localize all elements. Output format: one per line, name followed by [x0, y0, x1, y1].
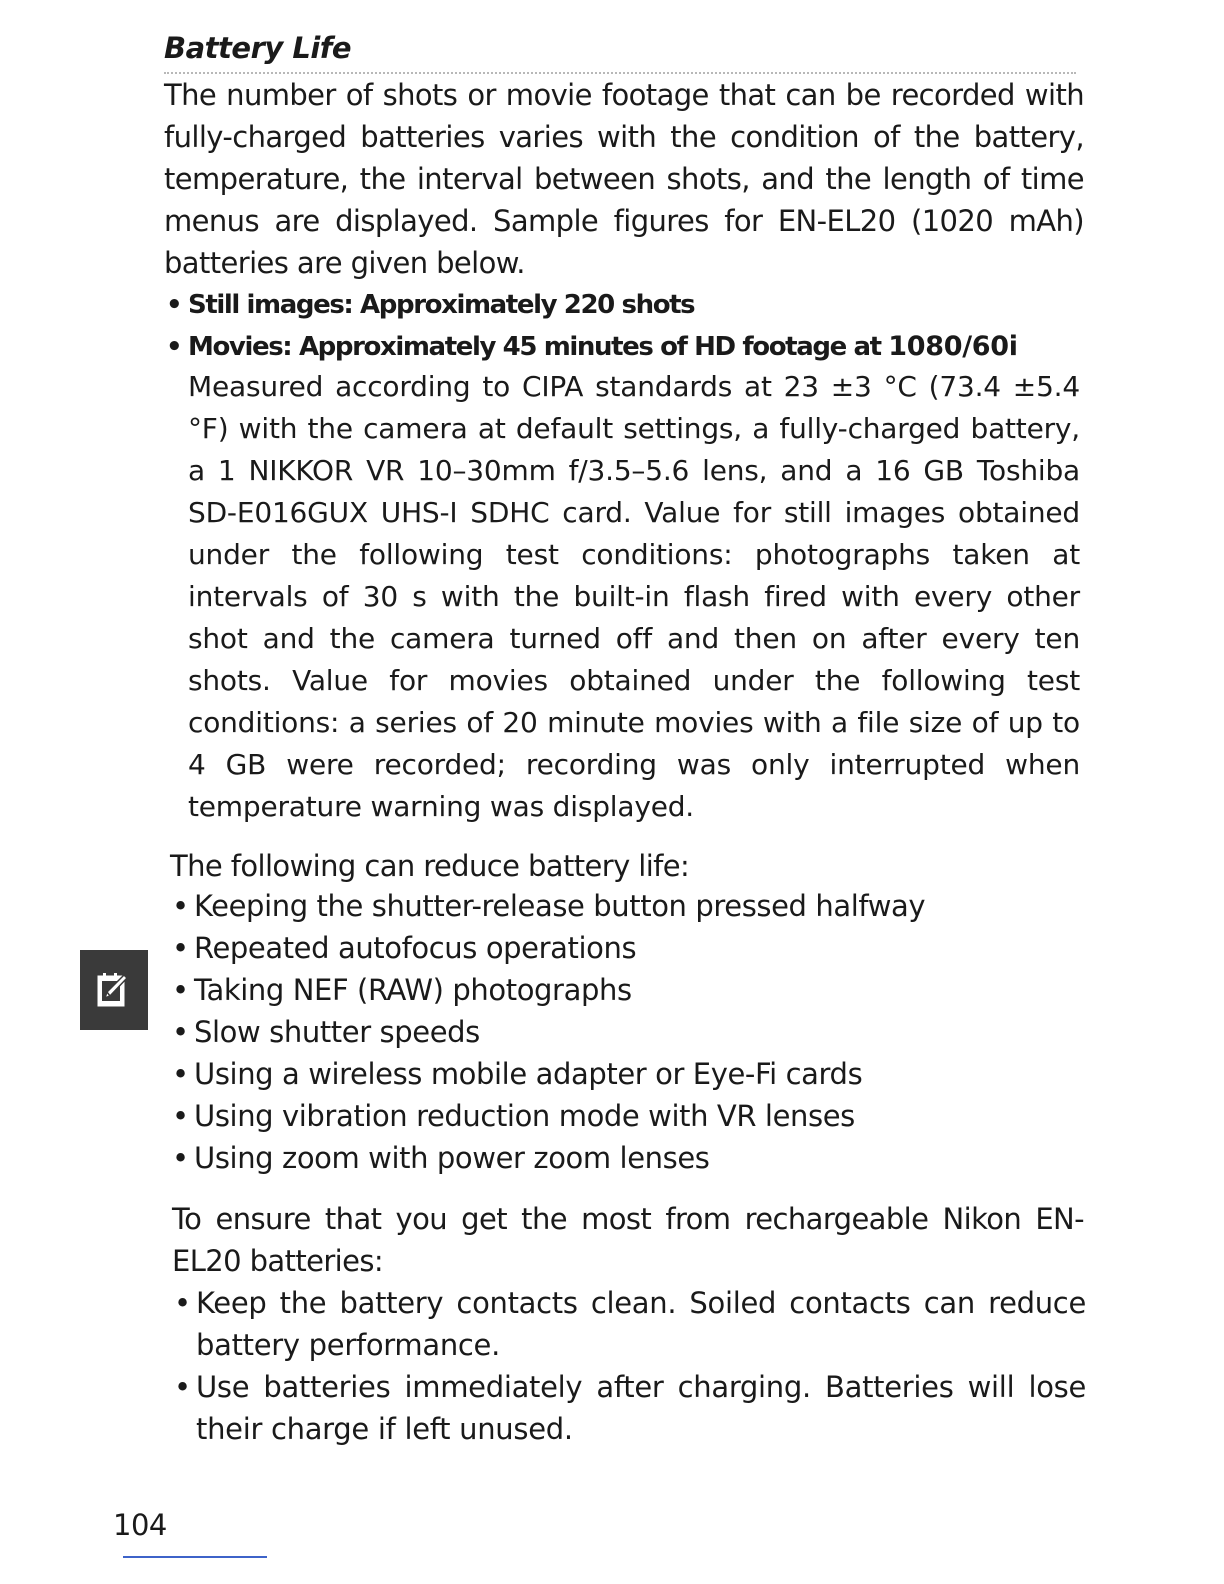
list-item: • Using vibration reduction mode with VR lenses: [170, 1095, 1070, 1137]
movies-format-label: 1080/60i: [888, 331, 1018, 362]
sample-figures-list: [164, 284, 1094, 368]
list-item: • Using a wireless mobile adapter or Eye-Fi cards: [170, 1053, 1070, 1095]
page-number: 104: [113, 1508, 167, 1542]
page-link-underline[interactable]: [123, 1556, 267, 1558]
list-item: • Use batteries immediately after charging. Batteries will lose their charge if left unused.: [172, 1366, 1086, 1450]
battery-intro-paragraph: The number of shots or movie footage that can be recorded with fully-charged batteries varies with the condition of the battery, temperature, the interval between shots, and the length of time menus are displayed. Sample figures for EN-EL20 (1020 mAh) batteries are given below.: [164, 78, 1084, 280]
reduce-life-list: [170, 885, 1070, 1179]
list-item-still-images: [164, 284, 1094, 326]
section-heading: Battery Life: [164, 31, 352, 65]
list-item: • Keeping the shutter-release button pressed halfway: [170, 885, 1070, 927]
battery-care-list: [172, 1282, 1086, 1450]
section-tab-marker[interactable]: [80, 950, 148, 1030]
still-images-figure: Still images: Approximately 220 shots: [188, 290, 695, 320]
list-item-movies: [164, 326, 1094, 368]
ensure-intro: To ensure that you get the most from rechargeable Nikon EN-EL20 batteries:: [172, 1202, 1084, 1278]
list-item: • Repeated autofocus operations: [170, 927, 1070, 969]
movies-figure: Movies: Approximately 45 minutes of HD footage at 1080/60i: [188, 331, 1018, 362]
list-item: • Taking NEF (RAW) photographs: [170, 969, 1070, 1011]
technical-notes-icon: [94, 970, 134, 1010]
reduce-life-intro: The following can reduce battery life:: [170, 849, 690, 883]
list-item: • Using zoom with power zoom lenses: [170, 1137, 1070, 1179]
list-item: • Slow shutter speeds: [170, 1011, 1070, 1053]
measurement-note: Measured according to CIPA standards at 23 ±3 °C (73.4 ±5.4 °F) with the camera at default settings, a fully-charged battery, a 1 NIKKOR VR 10–30mm f/3.5–5.6 lens, and a 16 GB Toshiba SD-E016GUX UHS-I SDHC card. Value for still images obtained under the following test conditions: photographs taken at intervals of 30 s with the built-in flash fired with every other shot and the camera turned off and then on after every ten shots. Value for movies obtained under the following test conditions: a series of 20 minute movies with a file size of up to 4 GB were recorded; recording was only interrupted when temperature warning was displayed.: [188, 370, 1080, 823]
list-item: • Keep the battery contacts clean. Soiled contacts can reduce battery performance.: [172, 1282, 1086, 1366]
